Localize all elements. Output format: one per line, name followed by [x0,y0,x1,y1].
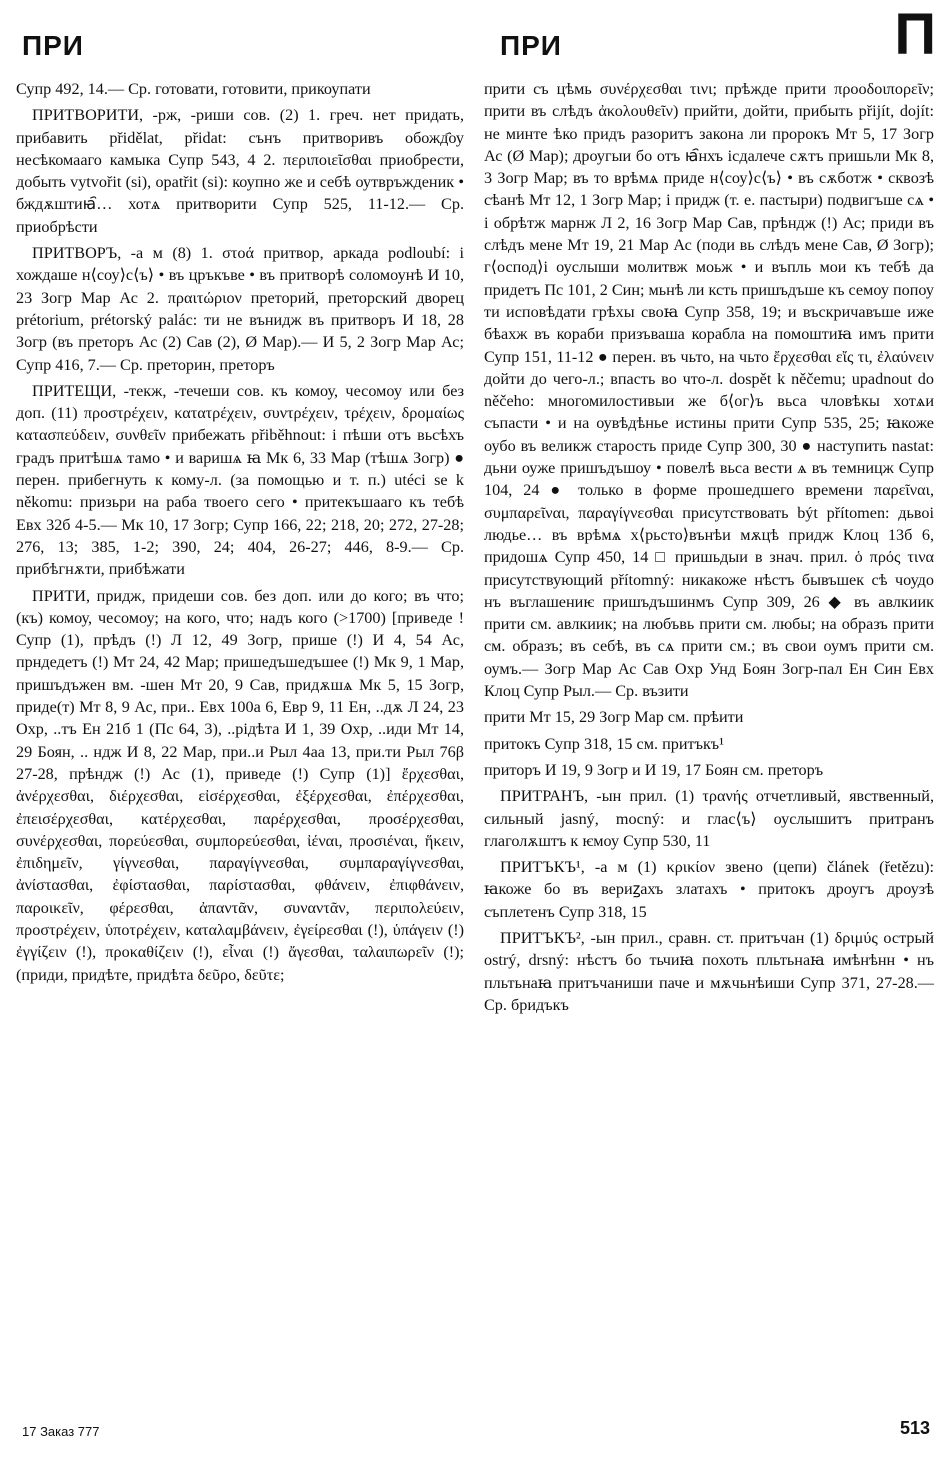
section-letter: П [894,2,936,67]
entry-pritak-1: ПРИТЪКЪ¹, -а м (1) κρικίον звено (цепи) článek (řetězu): ꙗкоже бо въ вериꙁахъ златахъ • притокъ дроугъ дроузѣ съплетенъ Супр 318, 15 [484,858,934,921]
entry-priti-continuation: прити съ цѣмь συνέρχεσθαι τινι; прѣжде прити προοδοιπορεῖν; прити въ слѣдъ ἀκολουθεῖν) прийти, дойти, прибыть přijít, dojít: не минте ѣко придъ разоритъ закона ли пророкъ Мт 5, 17 Зогр Ас (Ø Мар); дроугыи бо отъ ꙗ҄нхъ ісдалече сѫтъ пришьли Мк 8, 3 Зогр Мар; въ то врѣмѧ приде н⟨соу⟩с⟨ъ⟩ • въ сѫботж • сквозѣ сѣанѣ Мт 12, 1 Зогр Мар; і придж (т. е. пастыри) подвигъше сѧ • і обрѣтж марнж Л 2, 16 Зогр Мар Сав, прѣндж (!) Ас; приди въ слѣдъ мене Мт 19, 21 Мар Ас (поди вь слѣдъ мене Сав, Ø Зогр); г⟨оспод⟩і оуслыши молитвж моьж • и въпль мои къ тебѣ да придетъ Пс 101, 2 Син; мьнѣ ли ксть пришъдъше къ семоу попоу ти исповѣдати грѣхы своꙗ Супр 358, 19; и въскричавъше иже бѣахж въ кораби призъваша корабла на помоштиꙗ имъ прити Супр 151, 11-12 ● перен. въ чьто, на чьто ἔρχεσθαι εἴς τι, ἐλαύνειν дойти до чего-л.; впасть во что-л. dospět k něčemu; upadnout do něčeho: многомилостивыи же б⟨ог⟩ъ вьса чловѣкы хотѧи съпасти • и на оувѣдѣнье истины прити Супр 535, 25; ꙗкоже оубо въ великж старость приде Супр 300, 30 ● наступить nastat: дьни оуже пришъдъшоу • повелѣ вьса вести ѧ въ темницж Супр 104, 24 ● только в форме прошедшего времени παρεῖναι, συμπαρεῖναι, παραγίγνεσθαι присутствовать být přítomen: дьвоі людье… въ врѣмѧ х⟨рьсто⟩вънѣи мѫцѣ придж Клоц 13б 6, придошѧ Супр 450, 14 □ пришьдыи в знач. прил. ὁ πρός τινα присутствующий přítomný: никакоже нѣстъ бывъшек сѣ чоудо нъ въглашениѥ пришъдъшинмъ Супр 309, 26 ◆ въ авлкиик прити см. авлкиик; на любъвь прити см. любы; на образъ прити см. образъ; въ себѣ, въ сѧ прити см.; въ свои оумъ прити см. оумъ.— Зогр Мар Ас Сав Охр Унд Боян Зогр-пал Ен Син Евх Клоц Супр Рыл.— Ср. възити [484,80,934,701]
right-column [484,78,934,1020]
running-head-left: ПРИ [22,30,84,61]
entry-continuation: Супр 492, 14.— Ср. готовати, готовити, прикоупати [16,80,371,98]
entry-pritak-2: ПРИТЪКЪ², -ын прил., сравн. ст. притъчан (1) δριμύς острый ostrý, drsný: нѣстъ бо тьчиꙗ похоть пльтьнаꙗ имѣнѣнн • нъ пльтьнаꙗ притъчаниши паче и мѫчьнѣиши Супр 371, 27-28.— Ср. бридъкъ [484,928,934,1014]
crossref-pritor: приторъ И 19, 9 Зогр и И 19, 17 Боян см. преторъ [484,760,824,779]
page-number: 513 [899,1418,930,1438]
entry-pritvor: ПРИТВОРЪ, -а м (8) 1. στοά притвор, аркада podloubí: і хождаше н⟨соу⟩с⟨ъ⟩ • въ цръкъве • въ притворѣ соломоунѣ И 10, 23 Зогр Мар Ас 2. πραιτώριον преторий, преторский дворец prétorium, prétorský palác: ти не вънидж въ притворъ И 18, 28 Зогр (въ преторъ Ас (2) Сав (2), Ø Мар).— И 5, 2 Зогр Мар Ас; Супр 416, 7.— Ср. преторин, преторъ [16,244,464,374]
crossref-pritok: притокъ Супр 318, 15 см. притъкъ¹ [484,734,725,753]
print-signature: 17 Заказ 777 [22,1424,100,1439]
entry-pritran: ПРИТРАНЪ, -ын прил. (1) τρανής отчетливый, явственный, сильный jasný, mocný: и глас⟨ъ⟩ оуслышитъ притранъ глаголѫштъ к ѥмоу Супр 530, 11 [484,787,934,850]
running-head-right: ПРИ [500,30,562,61]
entry-priti: ПРИТИ, придж, придеши сов. без доп. или до кого; въ что; (къ) комоу, чесомоу; на кого, что; надъ кого (>1700) [приведе ! Супр (1), прѣдъ (!) Л 12, 49 Зогр, прише (!) И 4, 54 Ас, прндедетъ (!) Мт 24, 42 Мар; пришедъшедъшее (!) Мк 9, 1 Мар, пришъдъжен вм. -шен Мт 20, 9 Сав, придѫшѧ Мк 5, 15 Зогр, приде(т) Мт 8, 9 Ас, при.. Евх 100а 6, Евр 9, 11 Ен, ..дѫ Л 24, 23 Охр, ..тъ Ен 21б 1 (Пс 64, 3), ..рідѣта И 1, 39 Охр, ..иди Мт 14, 29 Боян, .. ндж И 8, 22 Мар, при..и Рыл 4аа 13, при.ти Рыл 76β 27-28, прѣндж (!) Ас (1), приведе (!) Супр (1)] ἔρχεσθαι, ἀνέρχεσθαι, διέρχεσθαι, εἰσέρχεσθαι, ἐξέρχεσθαι, ἐπέρχεσθαι, ἐπεισέρχεσθαι, κατέρχεσθαι, παρέρχεσθαι, προσέρχεσθαι, συνέρχεσθαι, πορεύεσθαι, συμπορεύεσθαι, ἰέναι, προσιέναι, ἥκειν, ἐπιδημεῖν, γίγνεσθαι, παραγίγνεσθαι, συμπαραγίγνεσθαι, ἀνίστασθαι, ἐφίστασθαι, παρίστασθαι, φθάνειν, ἐπιφθάνειν, παροικεῖν, φέρεσθαι, ἀπαντᾶν, συναντᾶν, περιπολεύειν, προστρέχειν, ὑποτρέχειν, καταλαμβάνειν, ἐγείρεσθαι (!), ὑπάγειν (!) ἐγγίζειν (!), προκαθίζειν (!), εἶναι (!) ἄγεσθαι, ταλαιπωρεῖν (!); (приди, придѣте, придѣта δεῦρο, δεῦτε; [16,586,464,984]
left-column [16,78,464,990]
entry-pritvoriti: ПРИТВОРИТИ, -рж, -риши сов. (2) 1. греч. нет придать, прибавить přidělat, přidat: сънъ притворивъ обожд҄оу несѣкомааго камыка Супр 543, 4 2. περιποιεῖσθαι приобрести, добыть vytvořit (si), opatřit (si): коупно же и себѣ оутвръжденик • бждѫштиꙗ҄… хотѧ притворити Супр 525, 11-12.— Ср. приобрѣсти [16,106,464,236]
crossref-priti: прити Мт 15, 29 Зогр Мар см. прѣити [484,708,744,727]
entry-pritesti: ПРИТЕЩИ, -текж, -течеши сов. къ комоу, чесомоу или без доп. (11) προστρέχειν, κατατρέχειν, συντρέχειν, τρέχειν, δρομαίως κατασπεύδειν, συνθεῖν прибежать přiběhnout: і пѣши отъ вьсѣхъ градъ притѣшѧ тамо • и варишѧ ꙗ Мк 6, 33 Мар (тѣшѧ Зогр) ● перен. прибегнуть к кому-л. (за помощью и т. п.) utéci se k někomu: призьри на раба твоего сего • притекъшааго къ тебѣ Евх 32б 4-5.— Мк 10, 17 Зогр; Супр 166, 22; 218, 20; 272, 27-28; 276, 13; 385, 1-2; 390, 24; 404, 26-27; 446, 8-9.— Ср. прибѣгнѫти, прибѣжати [16,381,464,579]
